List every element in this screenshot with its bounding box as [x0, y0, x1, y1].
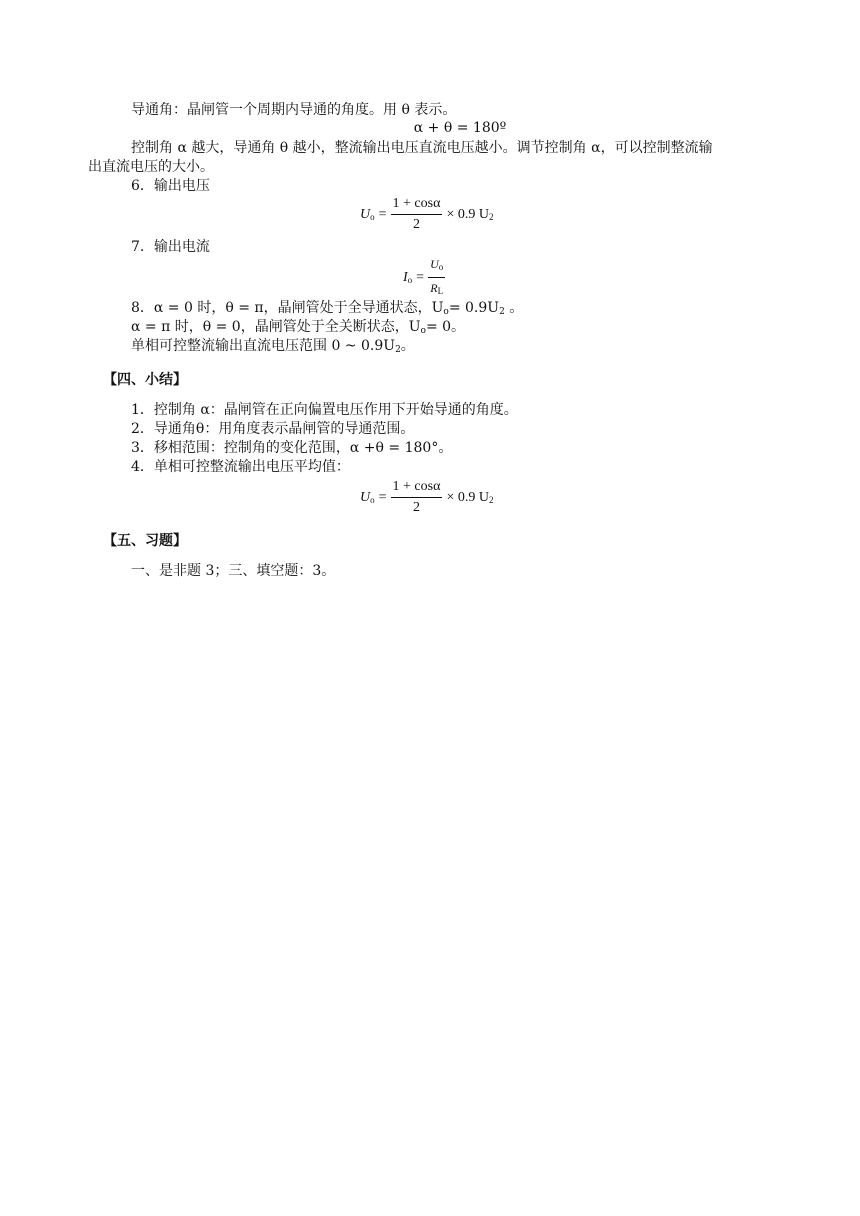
formula-denominator: $R_L$: [430, 281, 444, 296]
formula-fraction: [428, 256, 445, 299]
conduction-angle-definition: 导通角：晶闸管一个周期内导通的角度。用 θ 表示。: [131, 102, 457, 118]
summary-item-2: 2．导通角θ：用角度表示晶闸管的导通范围。: [131, 421, 415, 437]
formula-numerator: 1 + cosα: [391, 196, 443, 215]
formula-rhs: × 0.9 $U_2$: [446, 206, 494, 222]
formula-numerator: 1 + cosα: [391, 479, 443, 498]
exercise-section-title: 【五、习题】: [103, 533, 187, 549]
item-8-line2: α = π 时，θ = 0，晶闸管处于全关断状态，$U_o= 0$。: [131, 319, 466, 336]
output-current-formula: [403, 256, 449, 299]
formula-rhs: × 0.9 $U_2$: [446, 489, 494, 505]
formula-equals: =: [378, 206, 387, 222]
exercise-text: 一、是非题 3；三、填空题：3。: [131, 563, 336, 579]
average-voltage-formula: [360, 479, 493, 516]
control-angle-paragraph-line2: 出直流电压的大小。: [88, 159, 214, 175]
formula-lhs: $U_o$: [360, 206, 375, 222]
equation-alpha-theta: α + θ = 180º: [413, 120, 507, 136]
summary-section-title: 【四、小结】: [103, 372, 187, 388]
item-6-heading: 6．输出电压: [131, 178, 210, 194]
summary-item-3: 3．移相范围：控制角的变化范围，α +θ = 180°。: [131, 440, 453, 456]
formula-lhs: $I_o$: [403, 269, 413, 285]
formula-numerator: $U_o$: [428, 256, 445, 278]
output-range-line: 单相可控整流输出直流电压范围 0 ~ $0.9U_2$。: [131, 338, 415, 355]
formula-equals: =: [416, 269, 425, 285]
output-voltage-formula: [360, 196, 493, 233]
item-8-line1: 8．α = 0 时，θ = π，晶闸管处于全导通状态，$U_o= 0.9U_2$ 。: [131, 300, 524, 317]
formula-denominator: 2: [412, 217, 420, 232]
formula-fraction: [391, 479, 443, 516]
control-angle-paragraph-line1: 控制角 α 越大，导通角 θ 越小，整流输出电压直流电压越小。调节控制角 α，可以控制整流输: [131, 140, 713, 156]
formula-lhs: $U_o$: [360, 489, 375, 505]
formula-fraction: [391, 196, 443, 233]
item-7-heading: 7．输出电流: [131, 239, 210, 255]
summary-item-4: 4．单相可控整流输出电压平均值：: [131, 459, 350, 475]
formula-equals: =: [378, 489, 387, 505]
summary-item-1: 1．控制角 α：晶闸管在正向偏置电压作用下开始导通的角度。: [131, 402, 518, 418]
formula-denominator: 2: [412, 500, 420, 515]
